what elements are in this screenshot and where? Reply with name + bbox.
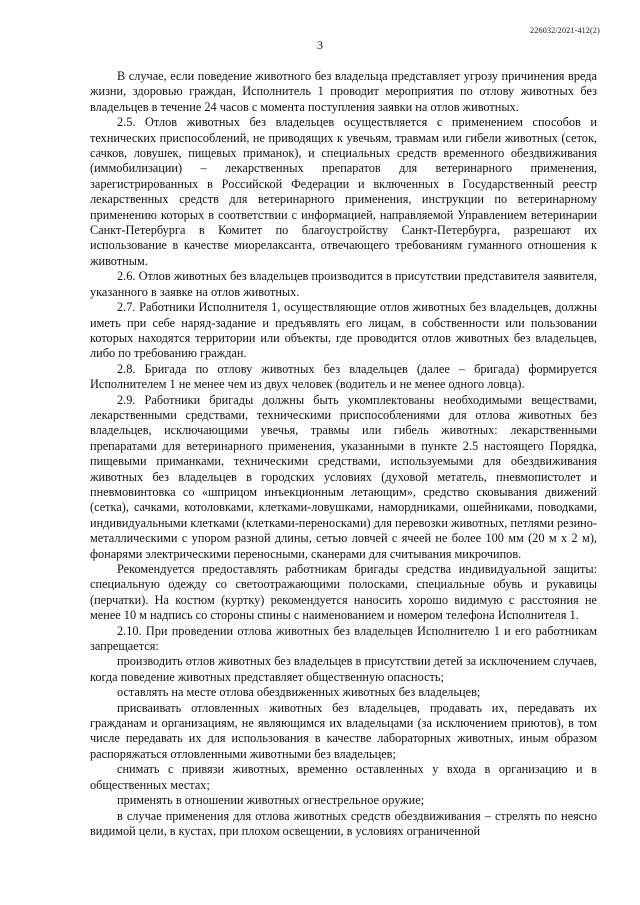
prohibition-item: оставлять на месте отлова обездвиженных животных без владельцев; [117, 685, 481, 700]
paragraph-protective-equipment: Рекомендуется предоставлять работникам бригады средства индивидуальной защиты: специальную одежду со светоотражающими полосками, специальные обувь и рукавицы (перчатки). На костюм (куртку) рекомендуется наносить хорошо видимую с расстояния не менее 10 м надпись со стороны спины с наименованием и номером телефона Исполнителя 1. [90, 562, 597, 623]
prohibition-item: снимать с привязи животных, временно оставленных у входа в организацию и в общественных местах; [90, 762, 597, 792]
paragraph-2-9: 2.9. Работники бригады должны быть укомплектованы необходимыми веществами, лекарственными средствами, техническими приспособлениями для отлова животных без владельцев, исключающими увечья, травмы или гибель животных: лекарственными препаратами для ветеринарного применения, указанными в пункте 2.5 настоящего Порядка, пищевыми приманками, техническими средствами, используемыми для обездвиживания животных без владельцев в городских условиях (духовой метатель, пневмопистолет и пневмовинтовка со «шприцом инъекционным летающим», средство сковывания движений (сетка), сачками, котоловками, клетками-ловушками, намордниками, ошейниками, поводками, индивидуальными клетками (клетками-переносками) для перевозки животных, петлями резино-металлическими с упором разной длины, сетью ловчей с ячеей не более 100 мм (20 м х 2 м), фонарями электрическими переносными, сканерами для считывания микрочипов. [90, 392, 597, 561]
paragraph-threat-case: В случае, если поведение животного без владельца представляет угрозу причинения вреда жизни, здоровью граждан, Исполнитель 1 проводит мероприятия по отлову животных без владельцев в течение 24 часов с момента поступления заявки на отлов животных. [90, 69, 597, 114]
prohibition-item: производить отлов животных без владельцев в присутствии детей за исключением случаев, когда поведение животных представляет общественную опасность; [90, 654, 597, 684]
document-body [90, 69, 597, 839]
paragraph-2-8: 2.8. Бригада по отлову животных без владельцев (далее – бригада) формируется Исполнителем 1 не менее чем из двух человек (водитель и не менее одного ловца). [90, 361, 597, 392]
prohibition-item: присваивать отловленных животных без владельцев, продавать их, передавать их гражданам и организациям, не являющимся их владельцами (за исключением приютов), в том числе передавать их для использования в качестве лабораторных животных, иным образом распоряжаться отловленными животными без владельцев; [90, 700, 597, 761]
paragraph-2-5: 2.5. Отлов животных без владельцев осуществляется с применением способов и технических приспособлений, не приводящих к увечьям, травмам или гибели животных (сеток, сачков, ловушек, пищевых приманок), и специальных средств временного обездвиживания (иммобилизации) – лекарственных препаратов для ветеринарного применения, зарегистрированных в Российской Федерации и включенных в Государственный реестр лекарственных средств для ветеринарного применения, инструкции по ветеринарному применению которых в соответствии с информацией, направляемой Управлением ветеринарии Санкт-Петербурга в Комитет по благоустройству Санкт-Петербурга, разрешают их использование в качестве миорелаксанта, отвечающего требованиям гуманного отношения к животным. [90, 115, 597, 268]
document-id: 226032/2021-412(2) [530, 26, 600, 35]
page-number: 3 [317, 38, 323, 52]
prohibition-item: применять в отношении животных огнестрельное оружие; [117, 793, 425, 808]
paragraph-2-6: 2.6. Отлов животных без владельцев производится в присутствии представителя заявителя, указанного в заявке на отлов животных. [90, 269, 597, 299]
paragraph-2-10: 2.10. При проведении отлова животных без владельцев Исполнителю 1 и его работникам запрещается: [90, 623, 597, 654]
prohibition-item: в случае применения для отлова животных средств обездвиживания – стрелять по неясно видимой цели, в кустах, при плохом освещении, в условиях ограниченной [90, 808, 597, 838]
paragraph-2-7: 2.7. Работники Исполнителя 1, осуществляющие отлов животных без владельцев, должны иметь при себе наряд-задание и предъявлять его лицам, в собственности или пользовании которых находятся территории или объекты, где проводится отлов животных без владельцев, либо по требованию граждан. [90, 300, 597, 361]
